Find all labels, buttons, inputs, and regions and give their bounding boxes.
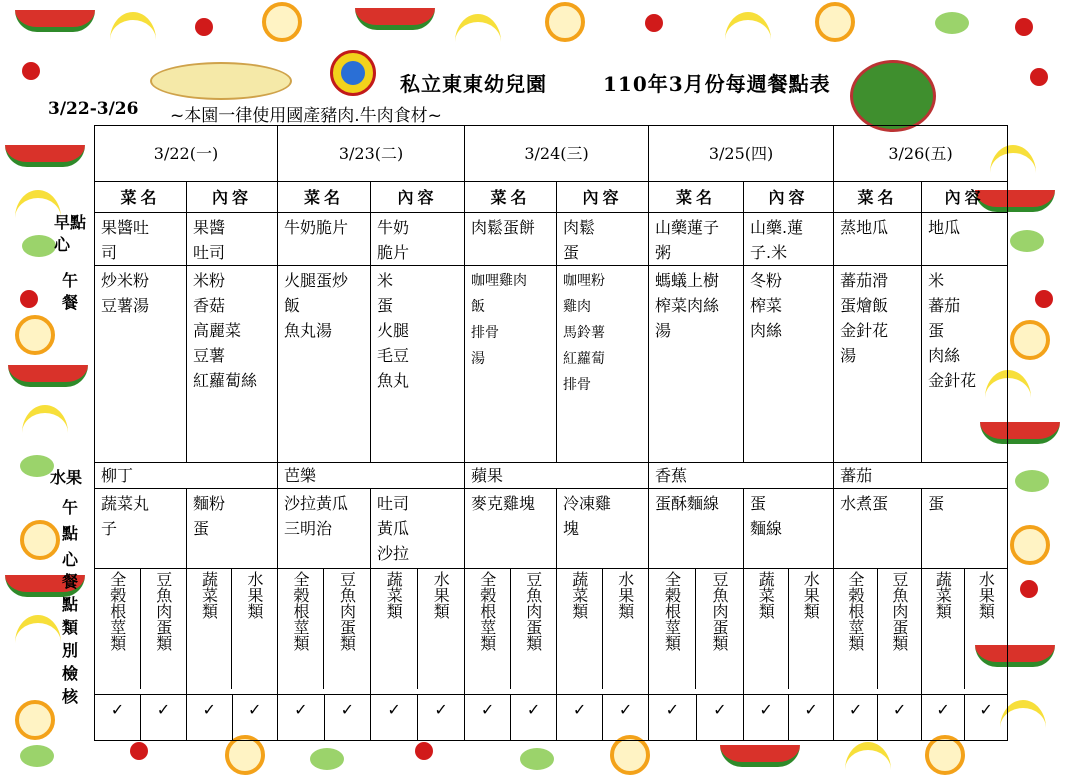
category-label: 水果類 [245, 571, 264, 619]
leaf-icon [520, 748, 554, 770]
category-cell [95, 569, 187, 695]
fruit-row [95, 463, 1008, 489]
cherry-icon [415, 742, 433, 760]
check-cell [922, 695, 1008, 741]
snack-content: 冷凍雞 塊 [557, 489, 649, 569]
check-mark: ✓ [156, 700, 171, 719]
content-header: 內容 [557, 182, 649, 213]
orange-icon [545, 2, 585, 42]
category-cell [278, 569, 371, 695]
check-cell [834, 695, 922, 741]
category-label: 蔬菜類 [187, 569, 232, 689]
menu-title: 110年3月份每週餐點表 [603, 72, 831, 96]
lunch-content: 米 蕃茄 蛋 肉絲 金針花 [922, 266, 1008, 463]
check-mark: ✓ [95, 695, 141, 740]
category-cell [834, 569, 922, 695]
orange-icon [1010, 525, 1050, 565]
school-logo [330, 50, 376, 96]
snack-dish: 蛋酥麵線 [649, 489, 744, 569]
snack-dish: 麥克雞塊 [465, 489, 557, 569]
date-header: 3/25(四) [649, 126, 834, 182]
check-row [95, 695, 1008, 741]
date-header: 3/24(三) [465, 126, 649, 182]
check-mark: ✓ [834, 695, 878, 740]
category-label: 水果類 [431, 571, 451, 619]
category-label: 全榖根莖類 [95, 569, 141, 689]
fruit-cell: 芭樂 [278, 463, 465, 489]
breakfast-label: 早點心 [54, 213, 87, 254]
date-header: 3/26(五) [834, 126, 1008, 182]
lunch-dish: 咖哩雞肉 飯 排骨 湯 [465, 266, 557, 463]
leaf-icon [1015, 470, 1049, 492]
check-mark: ✓ [892, 700, 907, 719]
content-header: 內容 [371, 182, 465, 213]
category-label: 豆魚肉蛋類 [710, 571, 730, 651]
leaf-icon [935, 12, 969, 34]
banana-icon [725, 12, 771, 40]
orange-icon [225, 735, 265, 775]
category-label: 蔬菜類 [371, 569, 418, 689]
check-mark: ✓ [187, 695, 233, 740]
check-mark: ✓ [744, 695, 789, 740]
watermelon-icon [15, 10, 95, 32]
content-header: 內容 [744, 182, 834, 213]
banana-icon [455, 14, 501, 42]
content-header: 內容 [922, 182, 1008, 213]
breakfast-dish: 肉鬆蛋餅 [465, 213, 557, 266]
check-mark: ✓ [248, 700, 262, 719]
breakfast-dish: 果醬吐 司 [95, 213, 187, 266]
category-label: 蔬菜類 [557, 569, 603, 689]
leaf-icon [310, 748, 344, 770]
dish-header: 菜名 [834, 182, 922, 213]
school-name: 私立東東幼兒園 [400, 72, 547, 96]
category-label: 全榖根莖類 [465, 569, 511, 689]
check-mark: ✓ [278, 695, 325, 740]
category-row [95, 569, 1008, 695]
content-header: 內容 [187, 182, 278, 213]
cherry-icon [1030, 68, 1048, 86]
fruit-cell: 蕃茄 [834, 463, 1008, 489]
snack-content: 蛋 [922, 489, 1008, 569]
dish-header: 菜名 [649, 182, 744, 213]
check-cell [744, 695, 834, 741]
snack-dish: 水煮蛋 [834, 489, 922, 569]
menu-table [94, 125, 1008, 741]
leaf-icon [1010, 230, 1044, 252]
fruit-label: 水果 [49, 468, 82, 487]
snack-content: 吐司 黃瓜 沙拉 [371, 489, 465, 569]
orange-icon [815, 2, 855, 42]
breakfast-dish: 蒸地瓜 [834, 213, 922, 266]
breakfast-content: 肉鬆 蛋 [557, 213, 649, 266]
lunch-content: 冬粉 榨菜 肉絲 [744, 266, 834, 463]
lunch-dish: 螞蟻上樹 榨菜肉絲 湯 [649, 266, 744, 463]
check-mark: ✓ [922, 695, 965, 740]
check-cell [465, 695, 557, 741]
dish-header: 菜名 [465, 182, 557, 213]
check-mark: ✓ [465, 695, 511, 740]
snack-content: 蛋 麵線 [744, 489, 834, 569]
notice-text: ~本園一律使用國產豬肉.牛肉食材~ [170, 106, 442, 126]
snack-dish: 蔬菜丸 子 [95, 489, 187, 569]
breakfast-content: 果醬 吐司 [187, 213, 278, 266]
breakfast-dish: 牛奶脆片 [278, 213, 371, 266]
category-cell [922, 569, 1008, 695]
watermelon-icon [355, 8, 435, 30]
category-label: 全榖根莖類 [834, 569, 878, 689]
category-cell [557, 569, 649, 695]
afternoon-snack-row [95, 489, 1008, 569]
check-cell [278, 695, 371, 741]
watermelon-icon [5, 145, 85, 167]
watermelon-icon [720, 745, 800, 767]
fruit-cell: 柳丁 [95, 463, 278, 489]
banana-icon [22, 405, 68, 433]
category-label: 全榖根莖類 [278, 569, 324, 689]
check-mark: ✓ [649, 695, 697, 740]
breakfast-content: 山藥.蓮 子.米 [744, 213, 834, 266]
check-mark: ✓ [340, 700, 354, 719]
orange-icon [1010, 320, 1050, 360]
cherry-icon [1015, 18, 1033, 36]
cherry-icon [20, 290, 38, 308]
cherry-icon [130, 742, 148, 760]
lunch-content: 咖哩粉 雞肉 馬鈴薯 紅蘿蔔 排骨 [557, 266, 649, 463]
week-range: 3/22-3/26 [48, 99, 139, 119]
watermelon-icon [8, 365, 88, 387]
vegetable-plate-image [850, 60, 936, 132]
dish-header: 菜名 [278, 182, 371, 213]
check-cell [371, 695, 465, 741]
snack-dish: 沙拉黃瓜 三明治 [278, 489, 371, 569]
category-cell [649, 569, 744, 695]
lunch-row [95, 266, 1008, 463]
orange-icon [15, 315, 55, 355]
lunch-dish: 炒米粉 豆薯湯 [95, 266, 187, 463]
breakfast-content: 牛奶 脆片 [371, 213, 465, 266]
banana-icon [845, 742, 891, 770]
leaf-icon [20, 745, 54, 767]
check-mark: ✓ [434, 700, 448, 719]
date-header: 3/22(一) [95, 126, 278, 182]
check-mark: ✓ [371, 695, 418, 740]
check-mark: ✓ [713, 700, 727, 719]
check-mark: ✓ [804, 700, 818, 719]
category-label: 豆魚肉蛋類 [889, 571, 909, 651]
category-label: 蔬菜類 [922, 569, 965, 689]
lunch-label: 午餐 [62, 271, 79, 312]
breakfast-row [95, 213, 1008, 266]
check-mark: ✓ [557, 695, 603, 740]
category-label: 全榖根莖類 [649, 569, 696, 689]
category-cell [744, 569, 834, 695]
check-cell [95, 695, 187, 741]
banana-icon [110, 12, 156, 40]
category-label: 水果類 [615, 571, 635, 619]
lunch-dish: 火腿蛋炒 飯 魚丸湯 [278, 266, 371, 463]
cherry-icon [645, 14, 663, 32]
afternoon-snack-label: 午點心 [62, 498, 79, 569]
check-mark: ✓ [979, 700, 993, 719]
check-cell [557, 695, 649, 741]
category-label: 豆魚肉蛋類 [523, 571, 543, 651]
check-cell [649, 695, 744, 741]
category-cell [465, 569, 557, 695]
category-label: 豆魚肉蛋類 [337, 571, 357, 651]
category-label: 豆魚肉蛋類 [153, 571, 173, 651]
category-cell [371, 569, 465, 695]
page-title [400, 68, 831, 97]
cherry-icon [195, 18, 213, 36]
breakfast-content: 地瓜 [922, 213, 1008, 266]
fruit-cell: 蘋果 [465, 463, 649, 489]
cherry-icon [1035, 290, 1053, 308]
category-label: 水果類 [976, 571, 996, 619]
lunch-content: 米粉 香菇 高麗菜 豆薯 紅蘿蔔絲 [187, 266, 278, 463]
check-mark: ✓ [526, 700, 541, 719]
orange-icon [925, 735, 965, 775]
check-mark: ✓ [618, 700, 633, 719]
breakfast-dish: 山藥蓮子 粥 [649, 213, 744, 266]
cherry-icon [22, 62, 40, 80]
snack-content: 麵粉 蛋 [187, 489, 278, 569]
category-label: 蔬菜類 [744, 569, 789, 689]
date-row [95, 126, 1008, 182]
date-header: 3/23(二) [278, 126, 465, 182]
lunch-dish: 蕃茄滑 蛋燴飯 金針花 湯 [834, 266, 922, 463]
orange-icon [262, 2, 302, 42]
cherry-icon [1020, 580, 1038, 598]
check-cell [187, 695, 278, 741]
dish-header: 菜名 [95, 182, 187, 213]
orange-icon [610, 735, 650, 775]
category-check-label: 餐點類別檢核 [62, 572, 79, 706]
dish-plate-image [150, 62, 292, 100]
fruit-cell: 香蕉 [649, 463, 834, 489]
sub-header-row [95, 182, 1008, 213]
category-cell [187, 569, 278, 695]
lunch-content: 米 蛋 火腿 毛豆 魚丸 [371, 266, 465, 463]
category-label: 水果類 [801, 571, 821, 619]
